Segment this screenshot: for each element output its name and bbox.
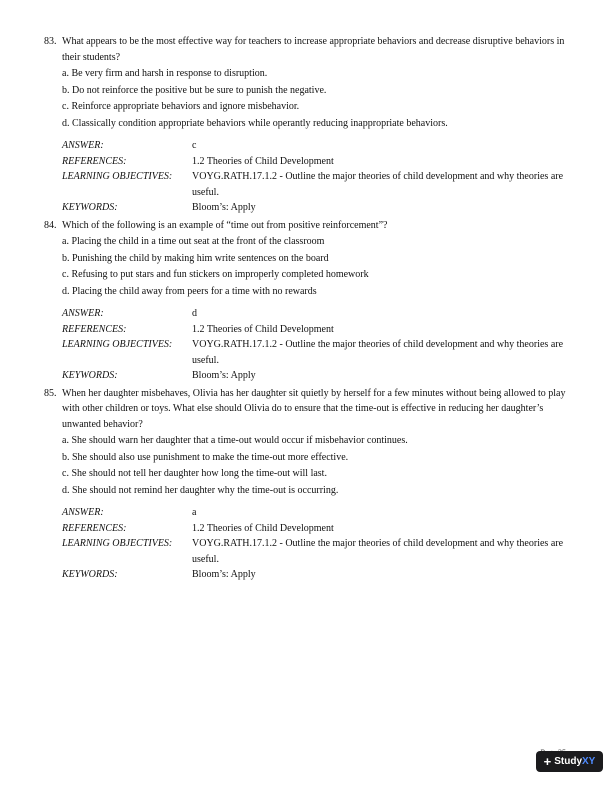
option-b: b. She should also use punishment to make the time-out more effective. (62, 451, 349, 463)
keywords-row (62, 567, 574, 583)
keywords-value: Bloom’s: Apply (192, 370, 256, 381)
question-number: 83. (44, 36, 57, 47)
answer-label: ANSWER: (62, 507, 104, 518)
references-row (62, 322, 574, 338)
option-a: a. Be very firm and harsh in response to disruption. (62, 68, 268, 79)
question-83 (44, 34, 574, 216)
question-metadata (62, 505, 574, 583)
keywords-value: Bloom’s: Apply (192, 202, 256, 213)
answer-row (62, 138, 574, 154)
question-84 (44, 218, 574, 384)
references-value: 1.2 Theories of Child Development (192, 155, 334, 167)
learning-objectives-label: LEARNING OBJECTIVES: (62, 339, 173, 350)
answer-options (62, 66, 574, 131)
studyxy-badge[interactable] (536, 751, 603, 772)
learning-objectives-value: VOYG.RATH.17.1.2 - Outline the major theories of child development and why theories are useful. (192, 538, 564, 565)
option-d: d. She should not remind her daughter why the time-out is occurring. (62, 484, 339, 496)
question-number: 84. (44, 219, 57, 231)
option-a: a. Placing the child in a time out seat at the front of the classroom (62, 236, 325, 247)
references-row (62, 154, 574, 170)
question-metadata (62, 138, 574, 216)
learning-objectives-label: LEARNING OBJECTIVES: (62, 538, 173, 549)
references-label: REFERENCES: (62, 522, 127, 534)
option-d: d. Classically condition appropriate behaviors while operantly reducing inappropriate behaviors. (62, 117, 448, 129)
question-text: What appears to be the most effective way for teachers to increase appropriate behaviors and decrease disruptive behaviors in their students? (62, 36, 565, 63)
answer-value: d (192, 308, 197, 319)
references-label: REFERENCES: (62, 323, 127, 335)
learning-objectives-value: VOYG.RATH.17.1.2 - Outline the major theories of child development and why theories are useful. (192, 171, 564, 198)
brand-name-suffix: XY (582, 755, 596, 767)
brand-name-prefix: Study (554, 755, 583, 767)
option-c: c. Refusing to put stars and fun stickers on improperly completed homework (62, 269, 369, 280)
answer-row (62, 306, 574, 322)
answer-value: c (192, 140, 197, 151)
keywords-label: KEYWORDS: (62, 202, 118, 213)
option-b: b. Punishing the child by making him write sentences on the board (62, 252, 329, 264)
question-stem (44, 218, 574, 234)
question-number: 85. (44, 387, 57, 399)
references-row (62, 521, 574, 537)
keywords-value: Bloom’s: Apply (192, 569, 256, 580)
references-label: REFERENCES: (62, 155, 127, 167)
keywords-label: KEYWORDS: (62, 370, 118, 381)
learning-objectives-value: VOYG.RATH.17.1.2 - Outline the major theories of child development and why theories are useful. (192, 339, 564, 366)
keywords-row (62, 200, 574, 216)
answer-value: a (192, 507, 197, 518)
learning-objectives-row (62, 169, 574, 200)
option-c: c. She should not tell her daughter how long the time-out will last. (62, 468, 327, 479)
option-a: a. She should warn her daughter that a time-out would occur if misbehavior continues. (62, 435, 408, 446)
learning-objectives-row (62, 536, 574, 567)
question-stem (44, 34, 574, 65)
option-b: b. Do not reinforce the positive but be sure to punish the negative. (62, 84, 327, 96)
answer-options (62, 433, 574, 498)
option-c: c. Reinforce appropriate behaviors and ignore misbehavior. (62, 101, 300, 112)
answer-label: ANSWER: (62, 308, 104, 319)
answer-label: ANSWER: (62, 140, 104, 151)
learning-objectives-label: LEARNING OBJECTIVES: (62, 171, 173, 182)
question-text: Which of the following is an example of “time out from positive reinforcement”? (62, 219, 388, 231)
answer-row (62, 505, 574, 521)
question-metadata (62, 306, 574, 384)
question-85 (44, 386, 574, 583)
keywords-label: KEYWORDS: (62, 569, 118, 580)
references-value: 1.2 Theories of Child Development (192, 522, 334, 534)
plus-icon: + (543, 754, 552, 769)
keywords-row (62, 368, 574, 384)
answer-options (62, 234, 574, 299)
question-stem (44, 386, 574, 433)
question-text: When her daughter misbehaves, Olivia has her daughter sit quietly by herself for a few minutes without being allowed to play with other children or toys. What else should Olivia do to ensure that the time-out is effective in reducing her daughter’s unwanted behavior? (62, 387, 566, 430)
learning-objectives-row (62, 337, 574, 368)
question-list (44, 34, 574, 585)
references-value: 1.2 Theories of Child Development (192, 323, 334, 335)
option-d: d. Placing the child away from peers for a time with no rewards (62, 285, 317, 297)
